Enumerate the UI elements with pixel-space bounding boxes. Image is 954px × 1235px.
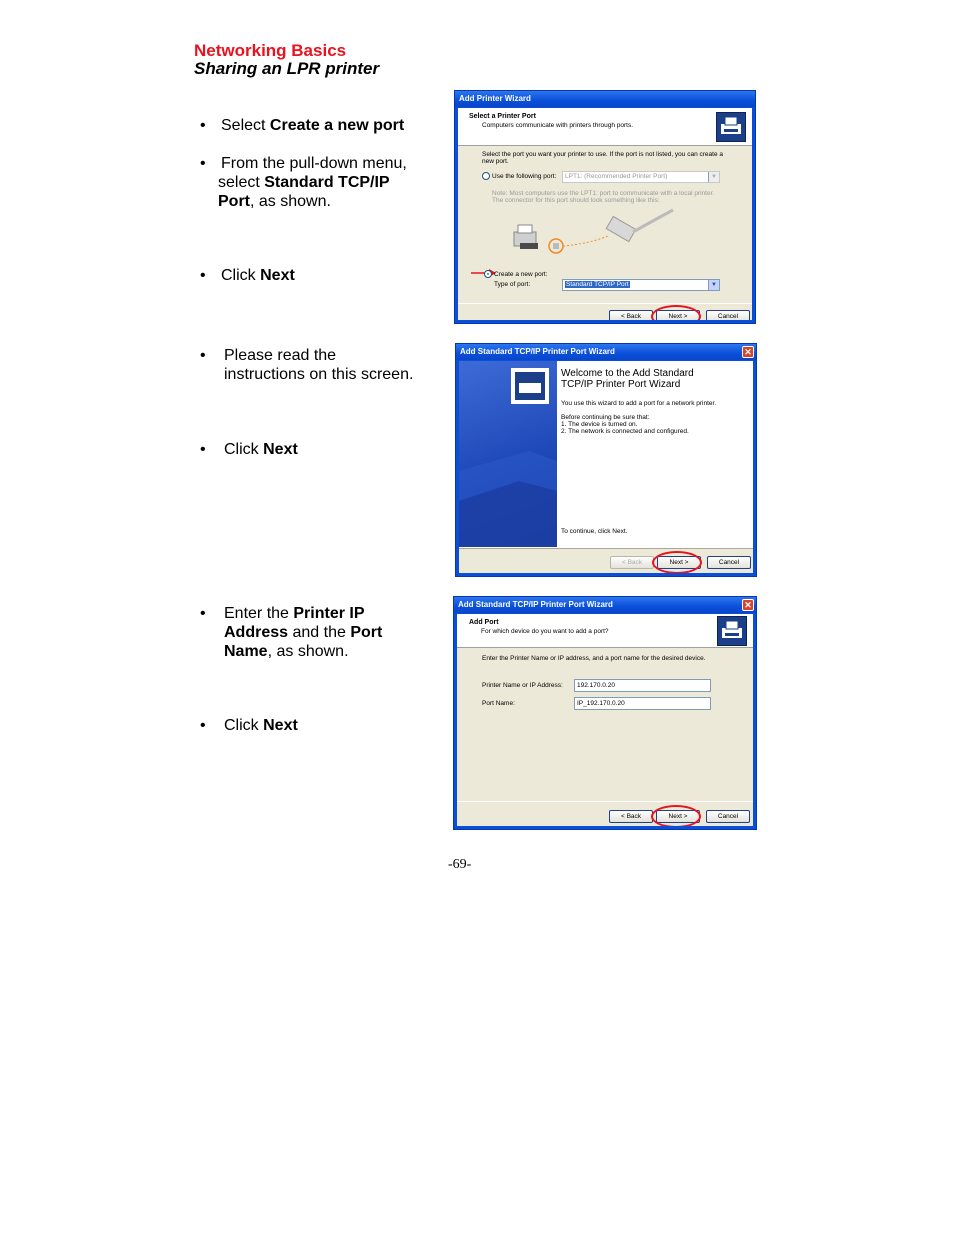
wizard-instructions-2: new port.	[482, 158, 509, 165]
type-of-port-label: Type of port:	[494, 281, 531, 288]
add-printer-wizard-dialog	[454, 90, 756, 324]
wizard-header	[458, 108, 752, 146]
add-port-instructions: Enter the Printer Name or IP address, and a port name for the desired device.	[482, 655, 706, 662]
next-highlight-circle	[651, 305, 701, 320]
port-select-disabled[interactable]: LPT1: (Recommended Printer Port) ▼	[562, 171, 720, 183]
button-bar	[459, 548, 753, 573]
back-button[interactable]: < Back	[610, 556, 654, 569]
wizard-instructions: Select the port you want your printer to use. If the port is not listed, you can create a	[482, 151, 723, 158]
cancel-button[interactable]: Cancel	[707, 556, 751, 569]
type-of-port-select[interactable]: Standard TCP/IP Port ▼	[562, 279, 720, 291]
button-separator	[458, 303, 752, 304]
next-button[interactable]: Next >	[656, 810, 700, 823]
wizard-heading: Select a Printer Port	[469, 113, 536, 120]
printer-wizard-icon	[717, 616, 747, 646]
wizard-subheading: For which device do you want to add a port?	[481, 628, 609, 635]
before-continuing: Before continuing be sure that:	[561, 414, 650, 421]
dialog-titlebar[interactable]: Add Printer Wizard	[455, 91, 755, 107]
cancel-button[interactable]: Cancel	[706, 310, 750, 320]
tcpip-add-port-dialog	[453, 596, 757, 830]
ip-address-input[interactable]: 192.170.0.20	[574, 679, 711, 692]
next-highlight-circle	[652, 551, 702, 573]
wizard-header	[457, 614, 753, 648]
port-name-input[interactable]: IP_192.170.0.20	[574, 697, 711, 710]
use-following-port-radio[interactable]	[482, 172, 490, 180]
section-subtitle: Sharing an LPR printer	[194, 59, 380, 78]
wizard-heading: Add Port	[469, 619, 499, 626]
welcome-heading: Welcome to the Add Standard TCP/IP Printer Port Wizard	[561, 368, 694, 390]
ip-address-label: Printer Name or IP Address:	[482, 682, 563, 689]
dropdown-arrow-icon: ▼	[708, 280, 719, 290]
port-note-2: The connector for this port should look something like this:	[492, 197, 660, 204]
printer-wizard-icon	[716, 112, 746, 142]
cancel-button[interactable]: Cancel	[706, 810, 750, 823]
button-separator	[457, 801, 753, 802]
close-icon[interactable]: ✕	[742, 346, 754, 358]
next-button[interactable]: Next >	[656, 310, 700, 320]
create-new-port-radio[interactable]	[484, 270, 492, 278]
create-new-port-label: Create a new port:	[494, 271, 548, 278]
continue-hint: To continue, click Next.	[561, 528, 628, 535]
dropdown-arrow-icon: ▼	[708, 172, 719, 182]
section-title: Networking Basics	[194, 41, 347, 60]
dialog-titlebar[interactable]: Add Standard TCP/IP Printer Port Wizard ✕	[456, 344, 756, 360]
close-icon[interactable]: ✕	[742, 599, 754, 611]
use-following-port-label: Use the following port:	[492, 173, 557, 180]
next-button[interactable]: Next >	[657, 556, 701, 569]
next-highlight-circle	[651, 805, 701, 826]
port-note: Note: Most computers use the LPT1: port to communicate with a local printer.	[492, 190, 715, 197]
port-name-label: Port Name:	[482, 700, 515, 707]
back-button[interactable]: < Back	[609, 310, 653, 320]
wizard-banner	[459, 361, 557, 547]
tcpip-welcome-dialog	[455, 343, 757, 577]
requirement-item: 2. The network is connected and configured.	[561, 428, 689, 435]
wizard-subheading: Computers communicate with printers through ports.	[482, 122, 634, 129]
requirement-item: 1. The device is turned on.	[561, 421, 638, 428]
back-button[interactable]: < Back	[609, 810, 653, 823]
page-number: -69-	[448, 857, 472, 872]
dialog-titlebar[interactable]: Add Standard TCP/IP Printer Port Wizard ✕	[454, 597, 756, 613]
wizard-banner-graphic	[459, 361, 557, 547]
printer-connector-illustration	[508, 208, 708, 268]
wizard-description: You use this wizard to add a port for a network printer.	[561, 400, 717, 407]
